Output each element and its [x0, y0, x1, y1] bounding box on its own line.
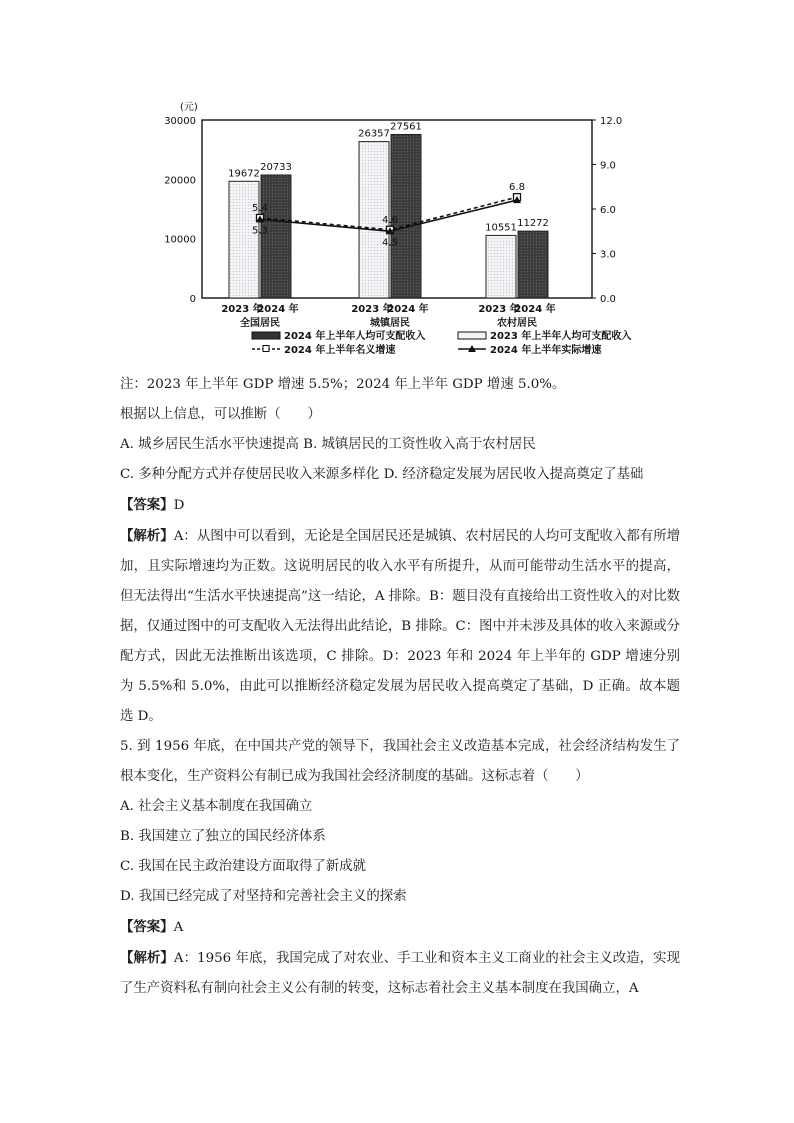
y-left-tick-label: 10000 [164, 234, 196, 246]
y-right-tick-label: 0.0 [600, 294, 616, 305]
x-year-label: 2023 年 [478, 304, 520, 315]
y-right-tick-label: 6.0 [600, 205, 616, 216]
q5-option-c: C. 我国在民主政治建设方面取得了新成就 [120, 859, 366, 874]
x-category-label: 农村居民 [497, 318, 537, 329]
y-left-tick-label: 20000 [164, 175, 196, 187]
x-year-label: 2023 年 [221, 304, 263, 315]
q5-answer-value: A [173, 920, 184, 935]
x-year-label: 2024 年 [257, 304, 299, 315]
q4-answer [120, 490, 680, 521]
q4-stem: 根据以上信息，可以推断（ ） [120, 407, 321, 422]
y-right-tick-label: 12.0 [600, 116, 623, 127]
y-right-tick-label: 9.0 [600, 160, 616, 172]
bar-value-label: 27561 [390, 121, 422, 133]
q5-analysis-body: A：1956 年底，我国完成了对农业、手工业和资本主义工商业的社会主义改造，实现了生产资料私有制向社会主义公有制的转变，这标志着社会主义基本制度在我国确立，A [120, 951, 680, 996]
y-right-tick-label: 3.0 [600, 249, 616, 261]
q4-options-ab: A. 城乡居民生活水平快速提高 B. 城镇居民的工资性收入高于农村居民 [120, 437, 536, 452]
x-year-label: 2024 年 [514, 304, 556, 315]
x-category-label: 全国居民 [240, 318, 280, 329]
income-chart [160, 96, 640, 364]
q5-analysis [120, 943, 680, 1004]
legend-swatch-2023-income [458, 332, 486, 339]
legend-label: 2023 年上半年人均可支配收入 [490, 331, 632, 342]
bar-value-label: 11272 [517, 218, 549, 230]
q5-option-b: B. 我国建立了独立的国民经济体系 [120, 829, 326, 844]
q4-analysis-tag: 【解析】 [120, 528, 174, 544]
q4-analysis-body: A：从图中可以看到，无论是全国居民还是城镇、农村居民的人均可支配收入都有所增加，且实际增速均为正数。这说明居民的收入水平有所提升，从而可能带动生活水平的提高，但无法得出“生活水平快速提高”这一结论，A 排除。B：题目没有直接给出工资性收入的对比数据，仅通过图中的可支配收入无法得出此结论，B 排除。C：图中并未涉及具体的收入来源或分配方式，因此无法推断出该选项，C 排除。D：2023 年和 2024 年上半年的 GDP 增速分别为 5.5%和 5.0%，由此可以推断经济稳定发展为居民收入提高奠定了基础，D 正确。故本题选 D。 [120, 529, 681, 724]
bar-value-label: 20733 [260, 161, 292, 173]
x-year-label: 2024 年 [387, 304, 429, 315]
y-left-tick-label: 30000 [164, 116, 196, 127]
line-value-label: 5.3 [252, 225, 268, 237]
q4-options-cd: C. 多种分配方式并存使居民收入来源多样化 D. 经济稳定发展为居民收入提高奠定了基础 [120, 467, 644, 482]
bar-value-label: 26357 [358, 128, 390, 140]
q4-analysis [120, 521, 680, 732]
legend-swatch-nominal-marker [263, 346, 269, 352]
q5-stem: 5. 到 1956 年底，在中国共产党的领导下，我国社会主义改造基本完成，社会经济结构发生了根本变化，生产资料公有制已成为我国社会经济制度的基础。这标志着（ ） [120, 739, 680, 784]
bar-value-label: 19672 [228, 168, 260, 180]
legend-swatch-2024-income [252, 332, 280, 339]
x-category-label: 城镇居民 [370, 318, 410, 329]
q5-answer [120, 912, 680, 943]
q5-answer-tag: 【答案】 [120, 919, 174, 935]
bar-value-label: 10551 [485, 222, 517, 234]
q4-answer-value: D [173, 498, 185, 513]
line-value-label: 4.5 [382, 237, 398, 249]
q5-option-a: A. 社会主义基本制度在我国确立 [120, 799, 313, 814]
bar-2023 [229, 181, 259, 298]
y-unit-label: (元) [180, 102, 198, 113]
q5-analysis-tag: 【解析】 [120, 950, 174, 966]
bar-2023 [486, 235, 516, 298]
bar-2024 [261, 175, 291, 298]
legend-label: 2024 年上半年人均可支配收入 [284, 331, 426, 342]
x-year-label: 2023 年 [351, 304, 393, 315]
q4-answer-tag: 【答案】 [120, 497, 174, 513]
y-left-tick-label: 0 [189, 294, 196, 305]
legend-label: 2024 年上半年实际增速 [490, 345, 602, 356]
legend-label: 2024 年上半年名义增速 [284, 345, 396, 356]
income-chart-svg [160, 96, 640, 364]
line-value-label: 4.6 [382, 214, 398, 226]
bar-2024 [518, 231, 548, 298]
line-value-label: 6.8 [509, 182, 525, 194]
q5-option-d: D. 我国已经完成了对坚持和完善社会主义的探索 [120, 889, 407, 904]
chart-note: 注：2023 年上半年 GDP 增速 5.5%；2024 年上半年 GDP 增速 5.0%。 [120, 377, 566, 392]
line-value-label: 5.4 [252, 202, 268, 214]
